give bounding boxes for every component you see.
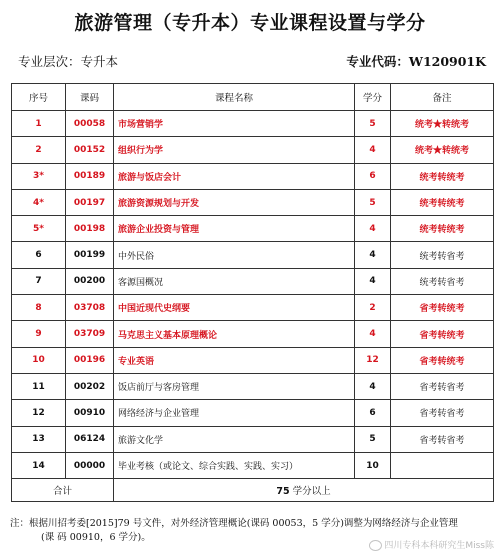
watermark-text: 四川专科本科研究生Miss陈 <box>384 541 494 551</box>
row-code: 00200 <box>66 268 114 294</box>
total-label: 合计 <box>12 479 114 502</box>
row-note: 省考转统考 <box>391 347 494 373</box>
row-name: 组织行为学 <box>114 137 355 163</box>
row-note: 省考转省考 <box>391 400 494 426</box>
row-code: 00000 <box>66 452 114 478</box>
table-row <box>12 452 494 478</box>
header-name: 课程名称 <box>114 84 355 111</box>
table-row <box>12 137 494 163</box>
row-no: 13 <box>12 426 66 452</box>
row-no: 4* <box>12 189 66 215</box>
footnote-line-2: (课 码 00910，6 学分)。 <box>41 532 151 543</box>
row-credit: 4 <box>355 242 391 268</box>
row-credit: 4 <box>355 137 391 163</box>
row-no: 10 <box>12 347 66 373</box>
row-credit: 10 <box>355 452 391 478</box>
table-row <box>12 111 494 137</box>
row-code: 00198 <box>66 216 114 242</box>
row-no: 12 <box>12 400 66 426</box>
row-credit: 4 <box>355 216 391 242</box>
header-credit: 学分 <box>355 84 391 111</box>
total-suffix: 学分以上 <box>289 486 331 498</box>
row-credit: 5 <box>355 426 391 452</box>
row-credit: 5 <box>355 111 391 137</box>
row-note: 统考转省考 <box>391 242 494 268</box>
row-credit: 12 <box>355 347 391 373</box>
row-code: 03708 <box>66 295 114 321</box>
row-credit: 6 <box>355 163 391 189</box>
row-name: 旅游文化学 <box>114 426 355 452</box>
row-credit: 4 <box>355 321 391 347</box>
row-code: 00202 <box>66 373 114 399</box>
table-row <box>12 373 494 399</box>
total-row <box>12 479 494 502</box>
row-name: 中外民俗 <box>114 242 355 268</box>
row-note: 统考转省考 <box>391 268 494 294</box>
row-no: 1 <box>12 111 66 137</box>
table-row <box>12 400 494 426</box>
row-credit: 5 <box>355 189 391 215</box>
row-code: 06124 <box>66 426 114 452</box>
header-no: 序号 <box>12 84 66 111</box>
row-name: 客源国概况 <box>114 268 355 294</box>
row-code: 00910 <box>66 400 114 426</box>
row-code: 00152 <box>66 137 114 163</box>
row-credit: 6 <box>355 400 391 426</box>
row-note: 省考转省考 <box>391 426 494 452</box>
row-no: 8 <box>12 295 66 321</box>
table-row <box>12 426 494 452</box>
row-note: 统考★转统考 <box>391 137 494 163</box>
row-code: 00058 <box>66 111 114 137</box>
table-row <box>12 347 494 373</box>
row-name: 旅游资源规划与开发 <box>114 189 355 215</box>
row-name: 中国近现代史纲要 <box>114 295 355 321</box>
watermark <box>369 538 494 551</box>
table-row <box>12 216 494 242</box>
row-no: 5* <box>12 216 66 242</box>
row-code: 00196 <box>66 347 114 373</box>
row-no: 14 <box>12 452 66 478</box>
row-note: 统考转统考 <box>391 163 494 189</box>
row-credit: 4 <box>355 268 391 294</box>
row-name: 专业英语 <box>114 347 355 373</box>
row-code: 00199 <box>66 242 114 268</box>
row-name: 毕业考核（或论文、综合实践、实践、实习） <box>114 452 355 478</box>
row-code: 03709 <box>66 321 114 347</box>
row-no: 2 <box>12 137 66 163</box>
major-code: 专业代码：W120901K <box>346 54 486 69</box>
row-name: 饭店前厅与客房管理 <box>114 373 355 399</box>
course-table <box>11 83 494 502</box>
row-name: 市场营销学 <box>114 111 355 137</box>
row-name: 马克思主义基本原理概论 <box>114 321 355 347</box>
major-level: 专业层次：专升本 <box>18 54 119 69</box>
header-note: 备注 <box>391 84 494 111</box>
row-name: 旅游企业投资与管理 <box>114 216 355 242</box>
row-no: 6 <box>12 242 66 268</box>
row-note <box>391 452 494 478</box>
total-value: 75 <box>276 486 290 498</box>
table-row <box>12 268 494 294</box>
row-name: 网络经济与企业管理 <box>114 400 355 426</box>
row-credit: 4 <box>355 373 391 399</box>
table-row <box>12 295 494 321</box>
row-note: 统考转统考 <box>391 216 494 242</box>
row-no: 3* <box>12 163 66 189</box>
page-title: 旅游管理（专升本）专业课程设置与学分 <box>74 12 426 34</box>
row-no: 11 <box>12 373 66 399</box>
row-note: 省考转省考 <box>391 373 494 399</box>
table-row <box>12 163 494 189</box>
footnote-line-1: 注：根据川招考委[2015]79 号文件，对外经济管理概论(课码 00053，5 学分)调整为网络经济与企业管理 <box>10 518 458 529</box>
total-value-cell <box>114 479 494 502</box>
row-name: 旅游与饭店会计 <box>114 163 355 189</box>
header-code: 课码 <box>66 84 114 111</box>
table-row <box>12 242 494 268</box>
row-code: 00189 <box>66 163 114 189</box>
table-header-row <box>12 84 494 111</box>
row-note: 统考★转统考 <box>391 111 494 137</box>
row-note: 省考转统考 <box>391 295 494 321</box>
row-note: 统考转统考 <box>391 189 494 215</box>
weibo-icon <box>369 540 382 551</box>
row-note: 省考转统考 <box>391 321 494 347</box>
row-no: 9 <box>12 321 66 347</box>
table-row <box>12 321 494 347</box>
row-no: 7 <box>12 268 66 294</box>
table-row <box>12 189 494 215</box>
row-code: 00197 <box>66 189 114 215</box>
row-credit: 2 <box>355 295 391 321</box>
